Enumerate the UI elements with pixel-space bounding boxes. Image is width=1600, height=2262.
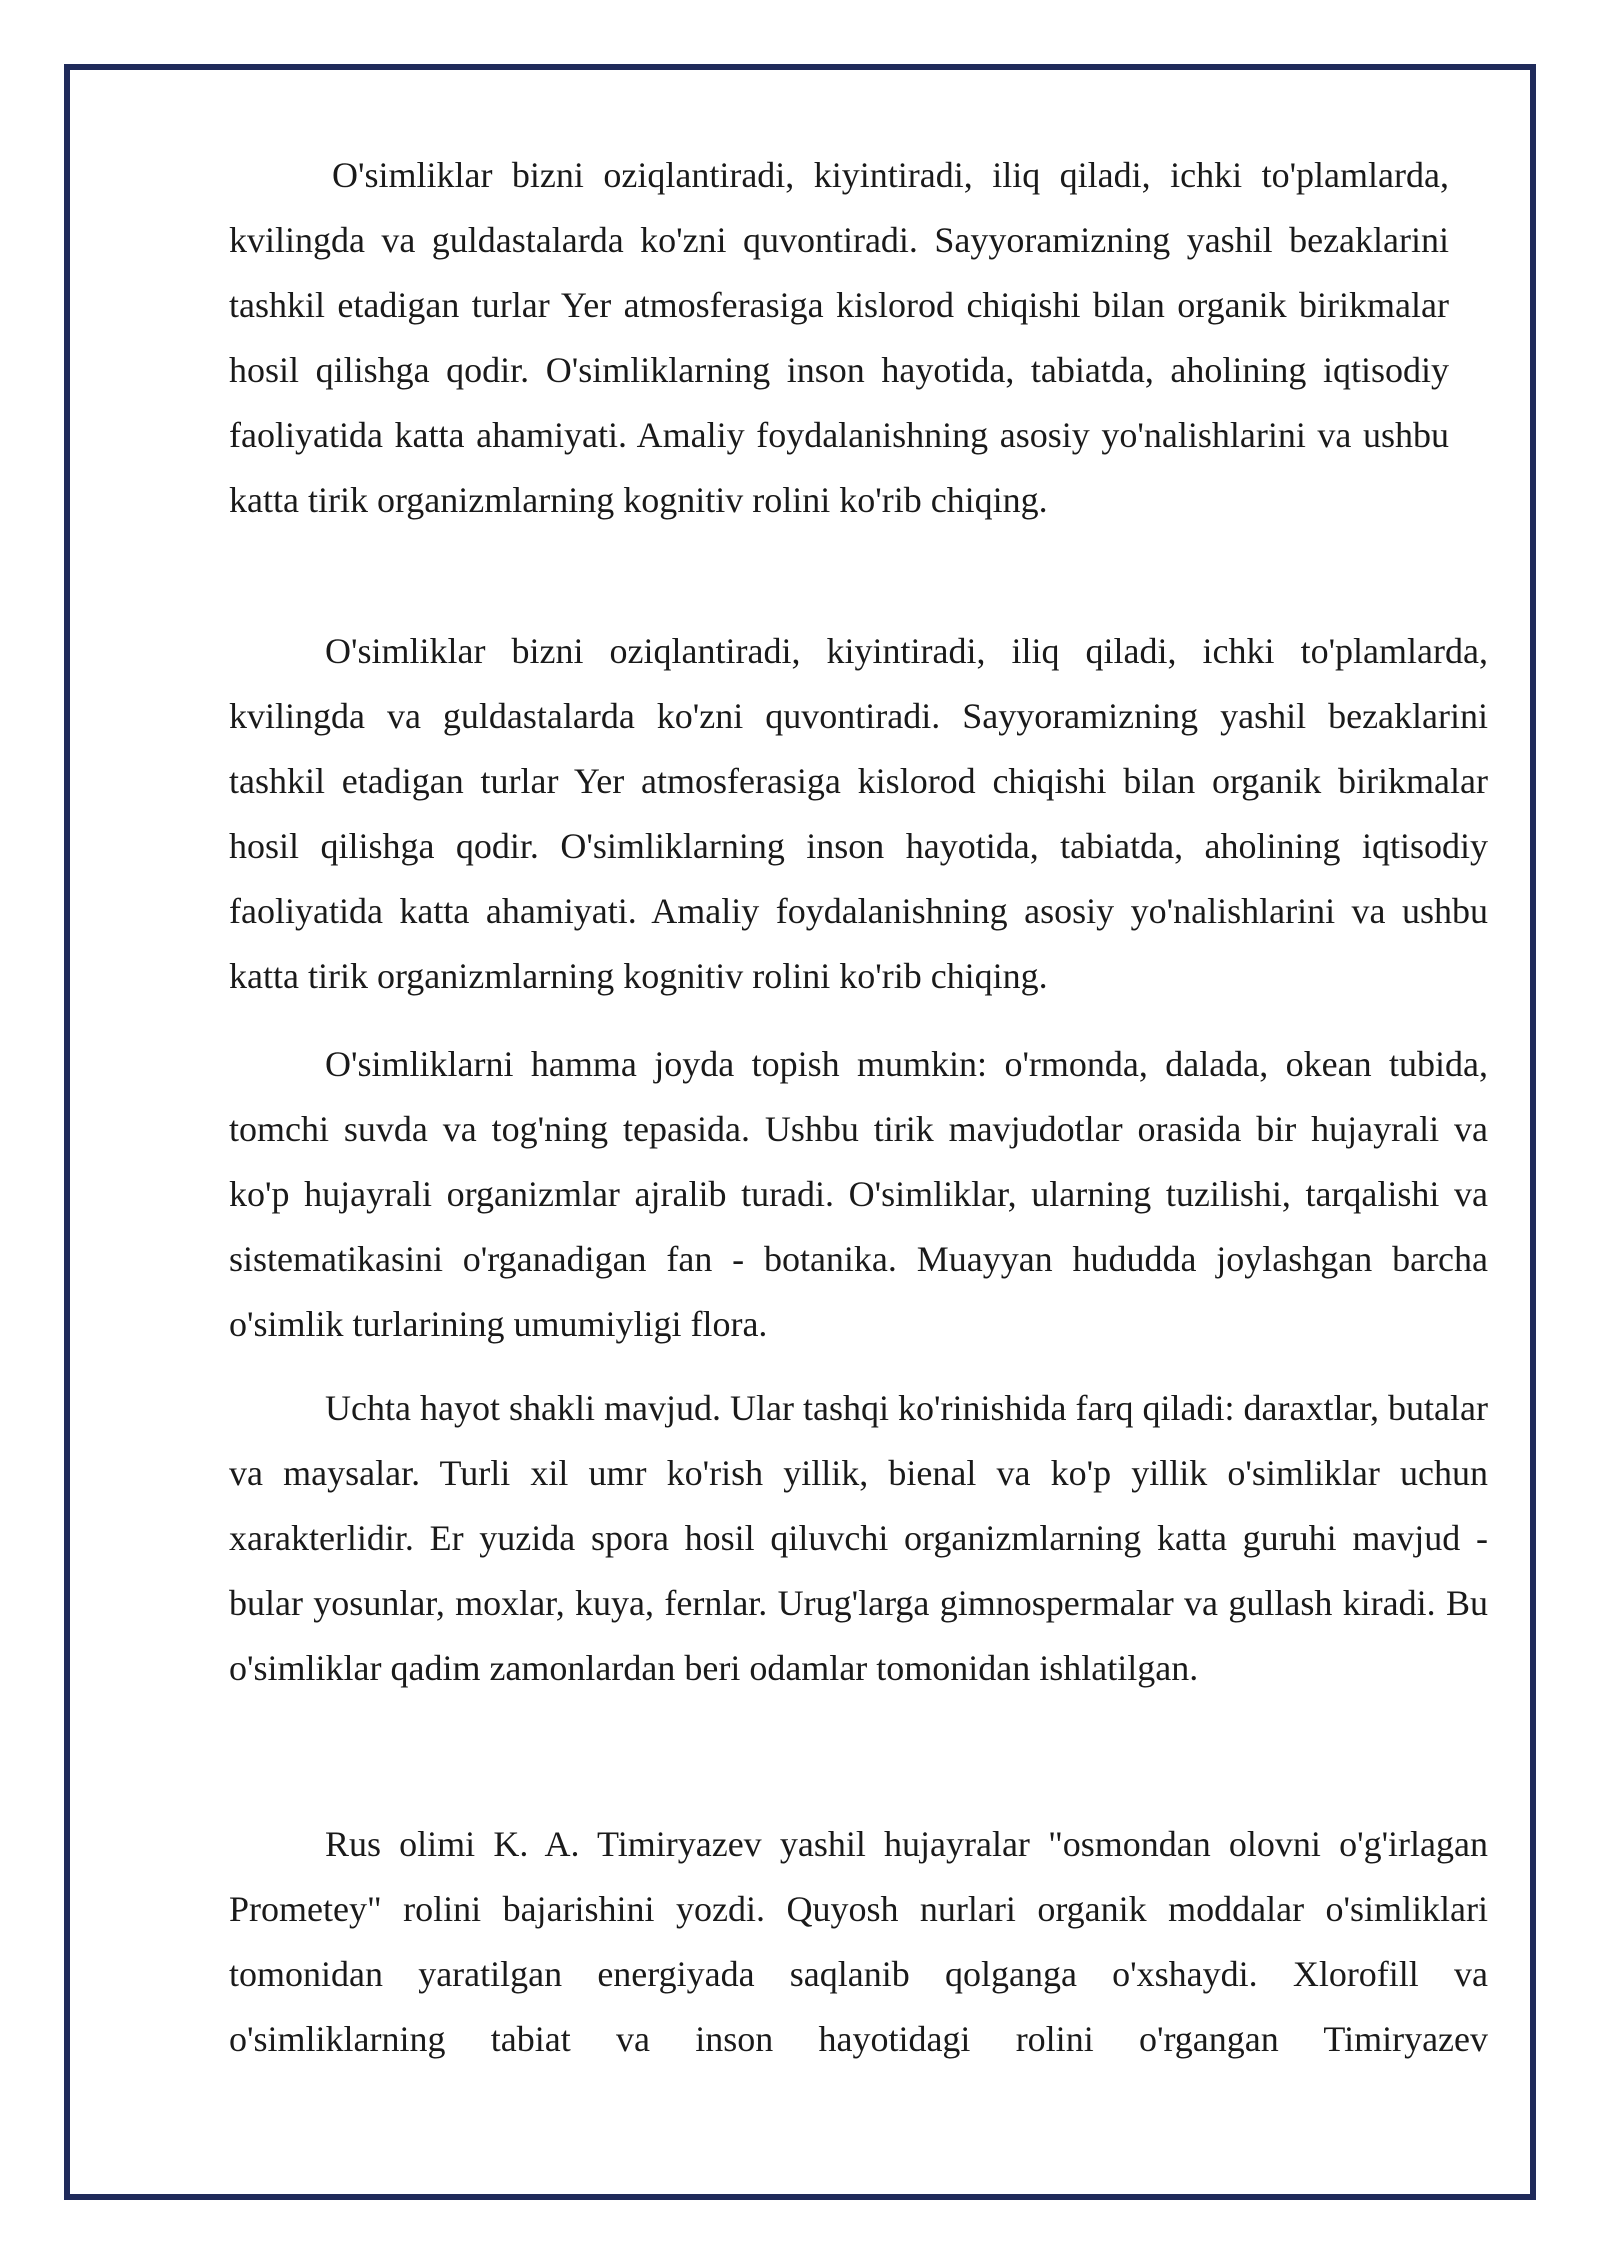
paragraph-5: Rus olimi K. A. Timiryazev yashil hujayralar "osmondan olovni o'g'irlagan Prometey" rolini bajarishini yozdi. Quyosh nurlari organik moddalar o'simliklari tomonidan yaratilgan energiyada saqlanib qolganga o'xshaydi. Xlorofill va o'simliklarning tabiat va inson hayotidagi rolini o'rgangan Timiryazev	[229, 1824, 1488, 2059]
paragraph-4: Uchta hayot shakli mavjud. Ular tashqi ko'rinishida farq qiladi: daraxtlar, butalar va maysalar. Turli xil umr ko'rish yillik, bienal va ko'p yillik o'simliklar uchun xarakterlidir. Er yuzida spora hosil qiluvchi organizmlarning katta guruhi mavjud - bular yosunlar, moxlar, kuya, fernlar. Urug'larga gimnospermalar va gullash kiradi. Bu o'simliklar qadim zamonlardan beri odamlar tomonidan ishlatilgan.	[229, 1388, 1488, 1688]
paragraph-1: O'simliklar bizni oziqlantiradi, kiyintiradi, iliq qiladi, ichki to'plamlarda, kvilingda va guldastalarda ko'zni quvontiradi. Sayyoramizning yashil bezaklarini tashkil etadigan turlar Yer atmosferasiga kislorod chiqishi bilan organik birikmalar hosil qilishga qodir. O'simliklarning inson hayotida, tabiatda, aholining iqtisodiy faoliyatida katta ahamiyati. Amaliy foydalanishning asosiy yo'nalishlarini va ushbu katta tirik organizmlarning kognitiv rolini ko'rib chiqing.	[229, 155, 1449, 520]
paragraph-2: O'simliklar bizni oziqlantiradi, kiyintiradi, iliq qiladi, ichki to'plamlarda, kvilingda va guldastalarda ko'zni quvontiradi. Sayyoramizning yashil bezaklarini tashkil etadigan turlar Yer atmosferasiga kislorod chiqishi bilan organik birikmalar hosil qilishga qodir. O'simliklarning inson hayotida, tabiatda, aholining iqtisodiy faoliyatida katta ahamiyati. Amaliy foydalanishning asosiy yo'nalishlarini va ushbu katta tirik organizmlarning kognitiv rolini ko'rib chiqing.	[229, 631, 1488, 996]
paragraph-3: O'simliklarni hamma joyda topish mumkin: o'rmonda, dalada, okean tubida, tomchi suvda va tog'ning tepasida. Ushbu tirik mavjudotlar orasida bir hujayrali va ko'p hujayrali organizmlar ajralib turadi. O'simliklar, ularning tuzilishi, tarqalishi va sistematikasini o'rganadigan fan - botanika. Muayyan hududda joylashgan barcha o'simlik turlarining umumiyligi flora.	[229, 1044, 1488, 1344]
